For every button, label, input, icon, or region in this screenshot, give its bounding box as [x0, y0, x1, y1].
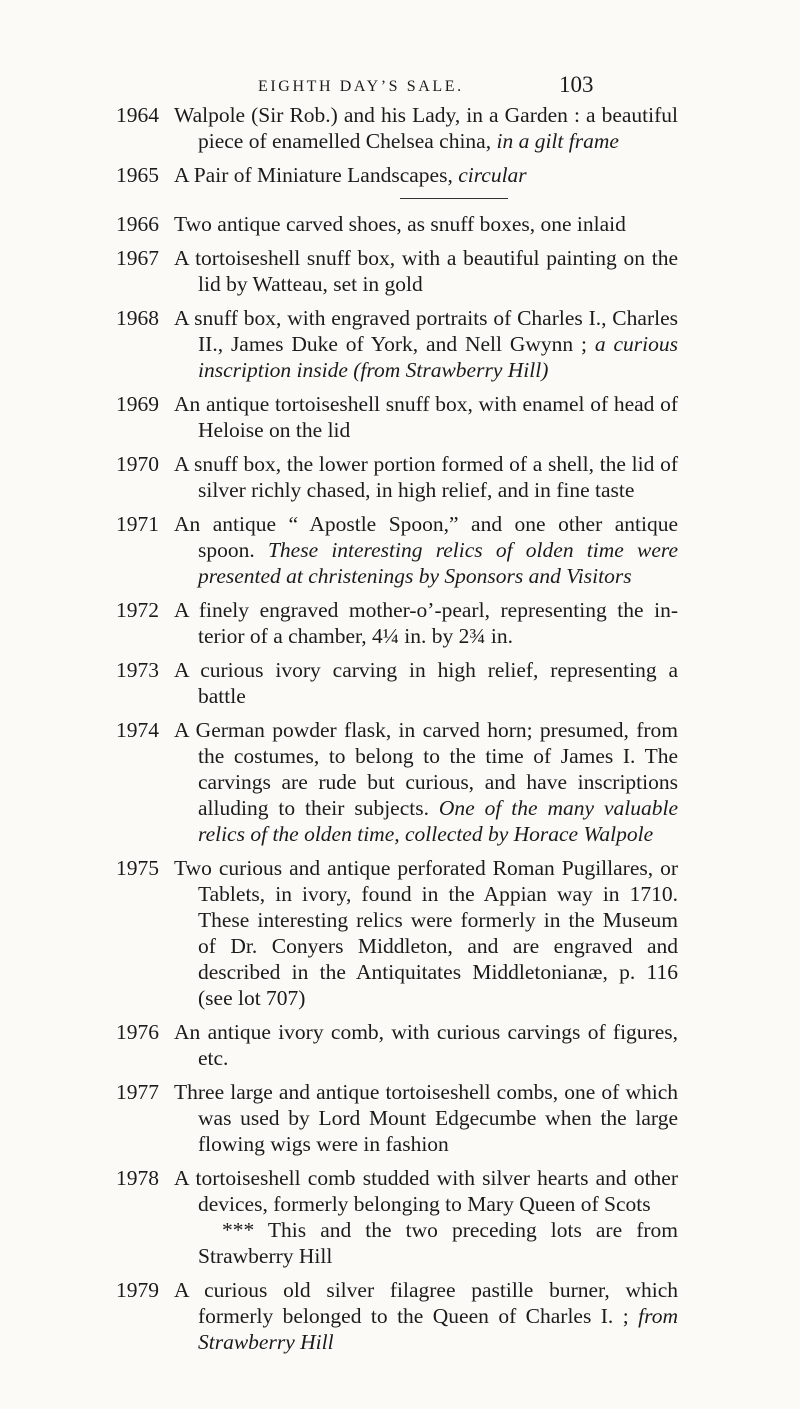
lot-number: 1978 — [116, 1166, 159, 1190]
lot-number: 1974 — [116, 718, 159, 742]
lot-number: 1975 — [116, 856, 159, 880]
lot-description — [174, 511, 678, 589]
lot-description — [174, 855, 678, 1011]
lot-text-run: An antique tortoiseshell snuff box, with enamel of head of Heloise on the lid — [174, 392, 678, 442]
lot-entry — [0, 451, 800, 503]
lot-number: 1970 — [116, 452, 159, 476]
lot-text-run: An antique “ Apostle Spoon,” and one other antique spoon. — [174, 512, 678, 562]
lot-text-run: Walpole (Sir Rob.) and his Lady, in a Garden : a beautiful piece of enamelled Chelsea china, — [174, 103, 678, 153]
lot-entry — [0, 1019, 800, 1071]
lot-entry — [0, 1165, 800, 1269]
lot-number: 1979 — [116, 1278, 159, 1302]
lot-number: 1967 — [116, 246, 159, 270]
lot-italic-note: in a gilt frame — [496, 129, 619, 153]
lot-description — [174, 162, 678, 188]
lot-number: 1965 — [116, 163, 159, 187]
lot-description — [174, 657, 678, 709]
lot-entry — [0, 1079, 800, 1157]
lot-entry — [0, 511, 800, 589]
page-header — [0, 72, 800, 102]
lot-description — [174, 305, 678, 383]
lot-number: 1966 — [116, 212, 159, 236]
lot-description — [174, 717, 678, 847]
lot-entry — [0, 597, 800, 649]
lot-number: 1972 — [116, 598, 159, 622]
lot-text-run: A snuff box, the lower portion formed of a shell, the lid of silver richly chased, in high relief, and in fine taste — [174, 452, 678, 502]
lot-description — [174, 451, 678, 503]
lot-text-run: Three large and antique tortoiseshell combs, one of which was used by Lord Mount Edgecumbe when the large flowing wigs were in fashion — [174, 1080, 678, 1156]
lot-number: 1968 — [116, 306, 159, 330]
lot-entry — [0, 1277, 800, 1355]
lot-entry — [0, 102, 800, 154]
lot-description — [174, 1019, 678, 1071]
lot-description — [174, 1079, 678, 1157]
lot-number: 1973 — [116, 658, 159, 682]
lot-number: 1971 — [116, 512, 159, 536]
lot-entry — [0, 391, 800, 443]
lot-entry — [0, 162, 800, 188]
lot-text-run: A curious old silver filagree pastille burner, which formerly belonged to the Queen of Charles I. ; — [174, 1278, 678, 1328]
lot-text-run: A German powder flask, in carved horn; presumed, from the costumes, to belong to the time of James I. The carvings are rude but curious, and have inscriptions alluding to their subjects. — [174, 718, 678, 820]
lot-text-run: A Pair of Miniature Landscapes, — [174, 163, 459, 187]
lot-number: 1964 — [116, 103, 159, 127]
lot-italic-note: One of the many valuable relics of the olden time, collected by Horace Walpole — [198, 796, 678, 846]
lot-number: 1969 — [116, 392, 159, 416]
lot-list — [0, 102, 800, 1363]
lot-italic-note: circular — [458, 163, 527, 187]
lot-description — [174, 1277, 678, 1355]
section-divider — [400, 198, 508, 199]
lot-description — [174, 211, 678, 237]
lot-number: 1976 — [116, 1020, 159, 1044]
lot-entry — [0, 211, 800, 237]
lot-footnote: *** This and the two preceding lots are from Strawberry Hill — [198, 1218, 678, 1268]
lot-description — [174, 597, 678, 649]
lot-entry — [0, 657, 800, 709]
lot-description — [174, 391, 678, 443]
lot-entry — [0, 717, 800, 847]
running-head: EIGHTH DAY’S SALE. — [258, 78, 464, 95]
lot-description — [174, 102, 678, 154]
lot-entry — [0, 305, 800, 383]
page-number: 103 — [559, 72, 594, 97]
lot-text-run: A tortoiseshell snuff box, with a beautiful painting on the lid by Watteau, set in gold — [174, 246, 678, 296]
lot-italic-note: from Strawberry Hill — [198, 1304, 678, 1354]
lot-text-run: A tortoiseshell comb studded with silver hearts and other devices, formerly belonging to Mary Queen of Scots — [174, 1166, 678, 1216]
lot-text-run: Two antique carved shoes, as snuff boxes, one inlaid — [174, 212, 626, 236]
lot-italic-note: a curious inscription inside (from Strawberry Hill) — [198, 332, 678, 382]
lot-text-run: An antique ivory comb, with curious carvings of figures, etc. — [174, 1020, 678, 1070]
lot-text-run: Two curious and antique perforated Roman Pugillares, or Tablets, in ivory, found in the Appian way in 1710. These interesting relics were formerly in the Museum of Dr. Conyers Middleton, and are engraved and described in the Antiquitates Middletonianæ, p. 116 (see lot 707) — [174, 856, 678, 1010]
lot-description — [174, 245, 678, 297]
lot-description — [174, 1165, 678, 1217]
lot-number: 1977 — [116, 1080, 159, 1104]
lot-entry — [0, 855, 800, 1011]
lot-text-run: A curious ivory carving in high relief, representing a battle — [174, 658, 678, 708]
lot-text-run: A finely engraved mother-o’-pearl, representing the interior of a chamber, 4¼ in. by 2¾ in. — [174, 598, 678, 648]
lot-italic-note: These interesting relics of olden time were presented at christenings by Sponsors and Visitors — [198, 538, 678, 588]
lot-text-run: A snuff box, with engraved portraits of Charles I., Charles II., James Duke of York, and Nell Gwynn ; — [174, 306, 678, 356]
lot-entry — [0, 245, 800, 297]
